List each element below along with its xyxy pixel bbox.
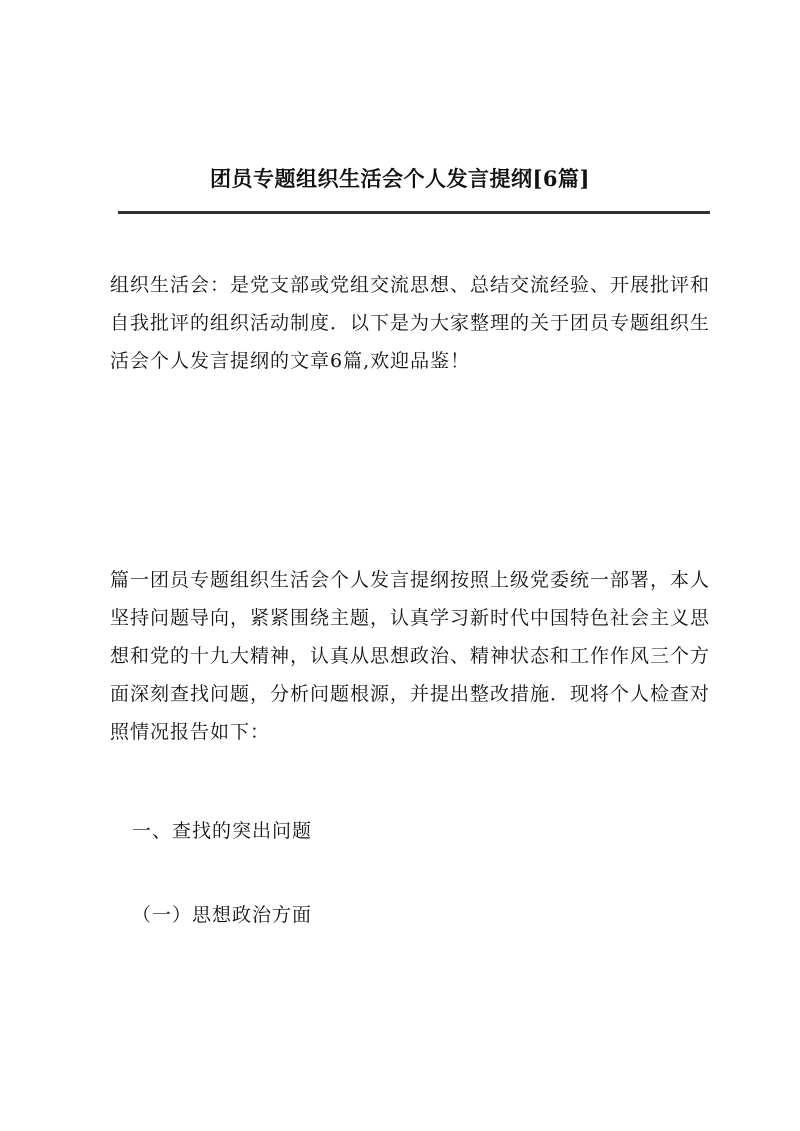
section-heading: 一、查找的突出问题 [132,820,313,842]
intro-paragraph: 组织生活会：是党支部或党组交流思想、总结交流经验、开展批评和自我批评的组织活动制度．以下是为大家整理的关于团员专题组织生活会个人发言提纲的文章6篇,欢迎品鉴！ [110,274,711,372]
body-paragraph: 篇一团员专题组织生活会个人发言提纲按照上级党委统一部署，本人坚持问题导向，紧紧围绕主题，认真学习新时代中国特色社会主义思想和党的十九大精神，认真从思想政治、精神状态和工作作风三个方面深刻查找问题，分析问题根源，并提出整改措施．现将个人检查对照情况报告如下： [110,569,711,743]
document-title: 团员专题组织生活会个人发言提纲[6篇] [210,166,590,191]
subsection-heading: （一）思想政治方面 [132,904,313,926]
title-underline [118,211,710,214]
